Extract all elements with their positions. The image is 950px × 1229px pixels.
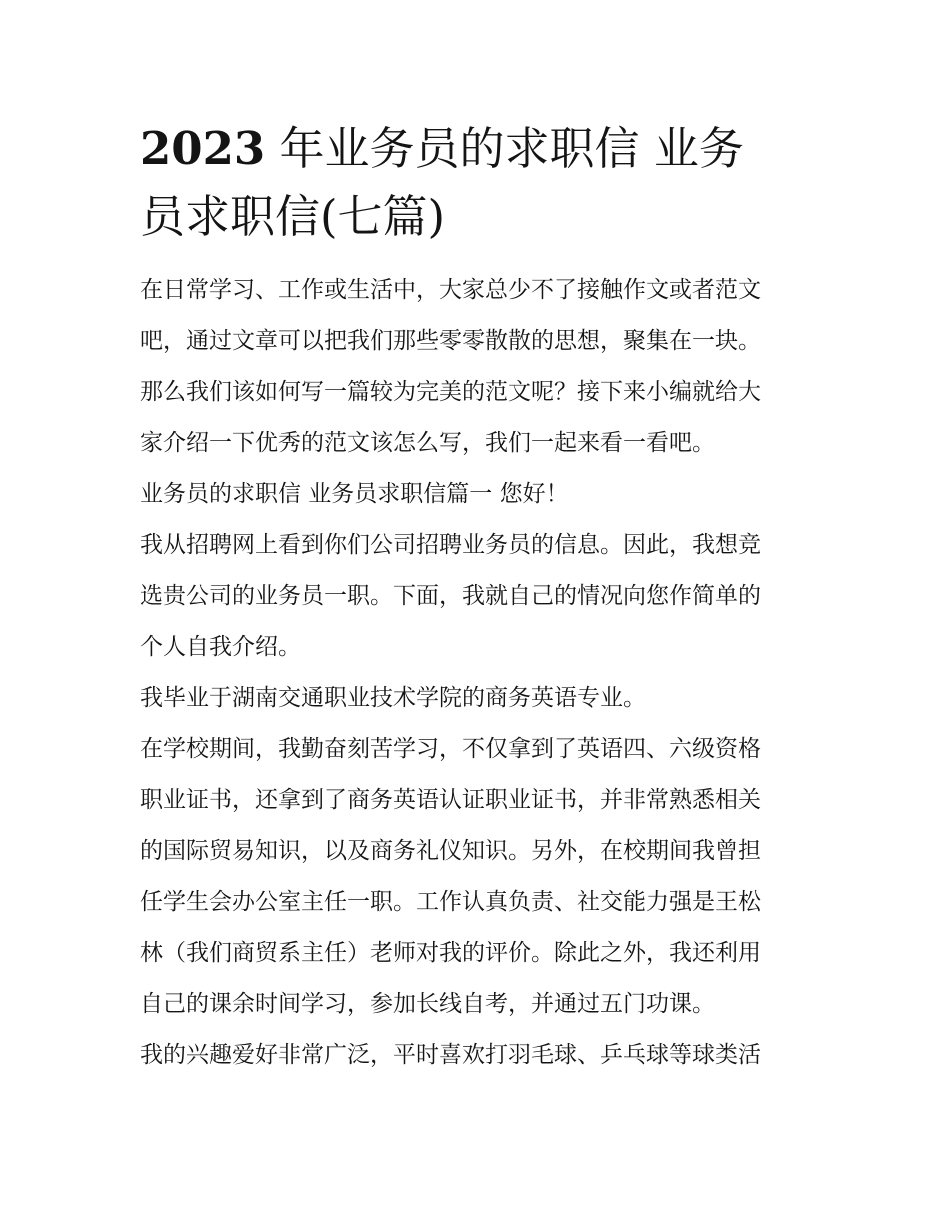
body-line: 我的兴趣爱好非常广泛，平时喜欢打羽毛球、乒乓球等球类活 [140, 1042, 761, 1068]
body-line: 我从招聘网上看到你们公司招聘业务员的信息。因此，我想竞 [140, 532, 761, 558]
title-year: 2023 [140, 122, 266, 175]
body-line: 我毕业于湖南交通职业技术学院的商务英语专业。 [140, 685, 646, 711]
body-line: 那么我们该如何写一篇较为完美的范文呢？接下来小编就给大 [140, 379, 761, 405]
body-line: 在学校期间，我勤奋刻苦学习，不仅拿到了英语四、六级资格 [140, 736, 761, 762]
body-line: 的国际贸易知识，以及商务礼仪知识。另外，在校期间我曾担 [140, 838, 761, 864]
title-line-2: 员求职信(七篇) [140, 190, 446, 243]
body-line: 吧，通过文章可以把我们那些零零散散的思想，聚集在一块。 [140, 328, 761, 354]
body-line: 任学生会办公室主任一职。工作认真负责、社交能力强是王松 [140, 889, 761, 915]
title-line-1 [140, 115, 820, 183]
body-line: 家介绍一下优秀的范文该怎么写，我们一起来看一看吧。 [140, 430, 715, 456]
body-line: 林（我们商贸系主任）老师对我的评价。除此之外，我还利用 [140, 940, 761, 966]
body-line: 职业证书，还拿到了商务英语认证职业证书，并非常熟悉相关 [140, 787, 761, 813]
document-content [140, 115, 820, 1081]
body-line: 选贵公司的业务员一职。下面，我就自己的情况向您作简单的 [140, 583, 761, 609]
section-heading-line: 业务员的求职信 业务员求职信篇一 您好！ [140, 481, 569, 507]
title-line-1-text: 年业务员的求职信 业务 [265, 122, 744, 175]
body-line: 个人自我介绍。 [140, 634, 301, 660]
document-title [140, 115, 820, 251]
body-line: 自己的课余时间学习，参加长线自考，并通过五门功课。 [140, 991, 715, 1017]
body-line: 在日常学习、工作或生活中，大家总少不了接触作文或者范文 [140, 277, 761, 303]
